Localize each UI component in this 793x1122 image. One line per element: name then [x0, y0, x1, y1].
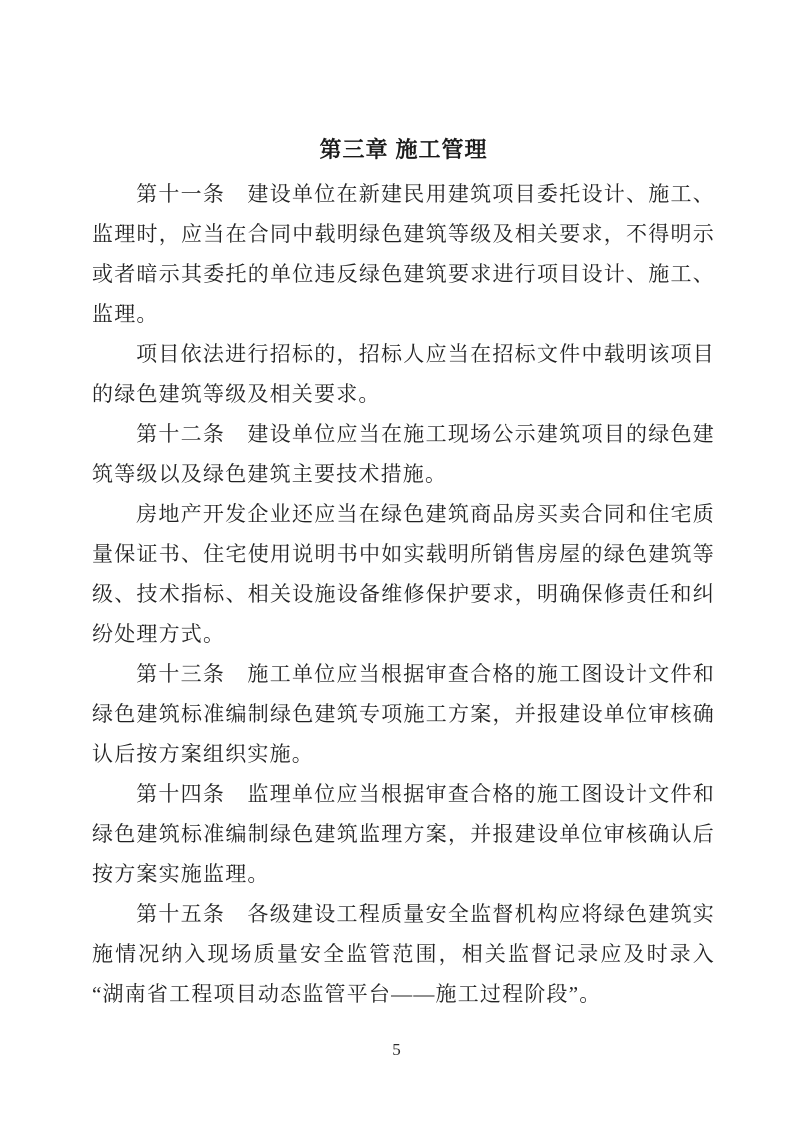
paragraph: 房地产开发企业还应当在绿色建筑商品房买卖合同和住宅质量保证书、住宅使用说明书中如实载明所销售房屋的绿色建筑等级、技术指标、相关设施设备维修保护要求，明确保修责任和纠纷处理方式。 — [92, 502, 715, 646]
chapter-heading: 第三章 施工管理 — [319, 137, 488, 162]
paragraph: 项目依法进行招标的，招标人应当在招标文件中载明该项目的绿色建筑等级及相关要求。 — [92, 342, 715, 406]
paragraph-list — [92, 174, 715, 1014]
document-content — [92, 137, 715, 1014]
paragraph: 第十三条 施工单位应当根据审查合格的施工图设计文件和绿色建筑标准编制绿色建筑专项施工方案，并报建设单位审核确认后按方案组织实施。 — [92, 662, 715, 766]
paragraph: 第十四条 监理单位应当根据审查合格的施工图设计文件和绿色建筑标准编制绿色建筑监理方案，并报建设单位审核确认后按方案实施监理。 — [92, 782, 715, 886]
paragraph: 第十二条 建设单位应当在施工现场公示建筑项目的绿色建筑等级以及绿色建筑主要技术措施。 — [92, 422, 715, 486]
paragraph: 第十五条 各级建设工程质量安全监督机构应将绿色建筑实施情况纳入现场质量安全监管范围，相关监督记录应及时录入“湖南省工程项目动态监管平台——施工过程阶段”。 — [92, 902, 715, 1006]
page-number: 5 — [392, 1040, 401, 1059]
paragraph: 第十一条 建设单位在新建民用建筑项目委托设计、施工、监理时，应当在合同中载明绿色建筑等级及相关要求，不得明示或者暗示其委托的单位违反绿色建筑要求进行项目设计、施工、监理。 — [92, 182, 715, 326]
